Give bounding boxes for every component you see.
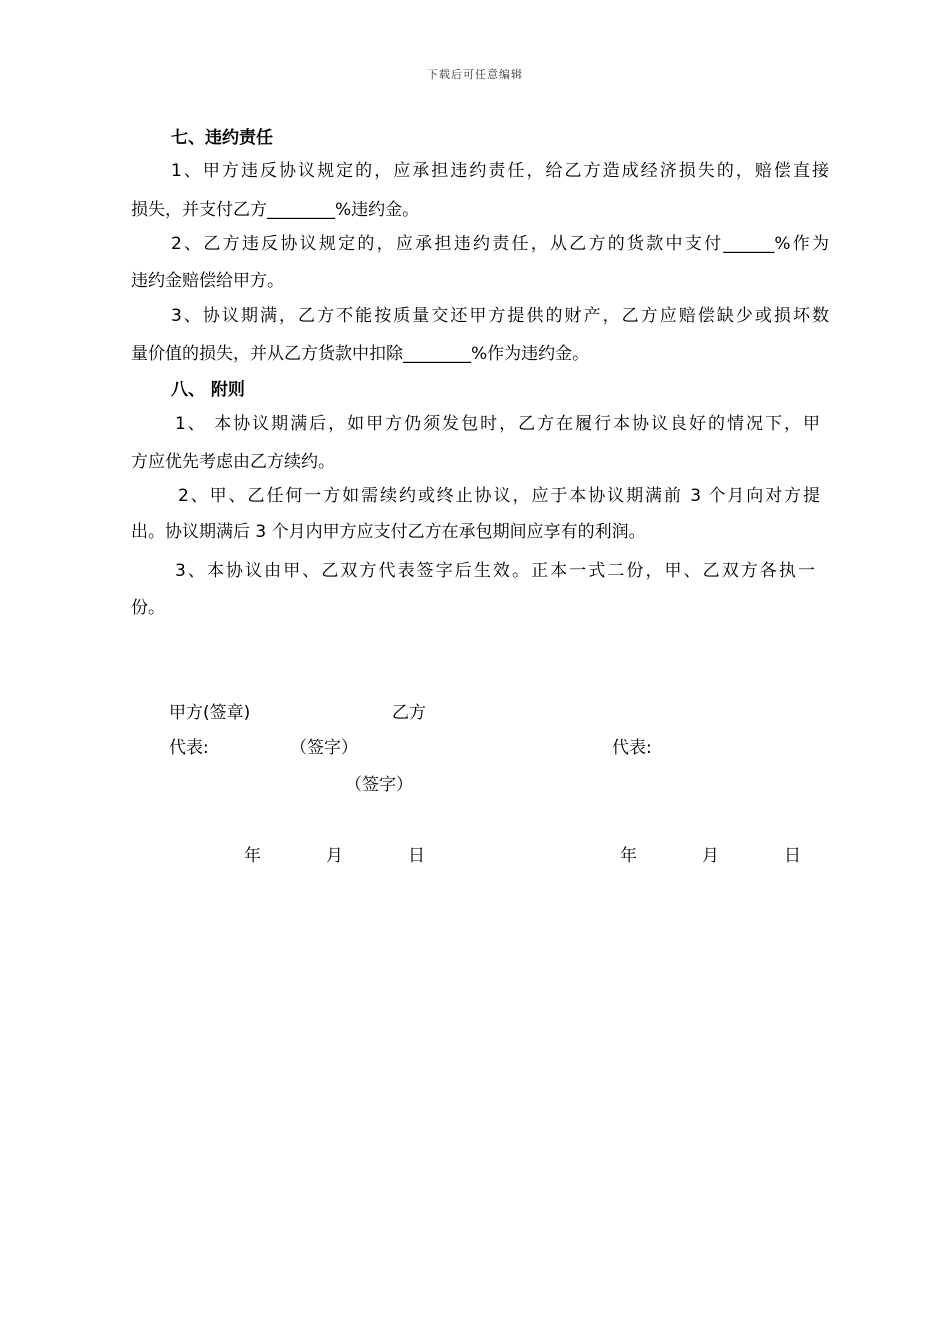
section-7-item-1-line-2: 损失，并支付乙方________%违约金。 [131,200,420,220]
party-a-date-day: 日 [408,846,425,866]
section-8-item-1-line-2: 方应优先考虑由乙方续约。 [131,452,335,472]
section-8-item-1-line-1: 1、 本协议期满后，如甲方仍须发包时，乙方在履行本协议良好的情况下，甲 [175,414,820,434]
party-b-label: 乙方 [392,703,426,723]
party-b-date-year: 年 [620,846,637,866]
section-7-item-3-line-1: 3、协议期满，乙方不能按质量交还甲方提供的财产，乙方应赔偿缺少或损坏数 [171,306,829,326]
section-7-item-2-line-2: 违约金赔偿给甲方。 [131,271,284,291]
party-b-signature-label: （签字） [345,775,413,795]
party-a-signature-label: （签字） [290,738,358,758]
section-8-item-2-line-2: 出。协议期满后 3 个月内甲方应支付乙方在承包期间应享有的利润。 [131,522,646,542]
section-7-item-1-line-1: 1、甲方违反协议规定的，应承担违约责任，给乙方造成经济损失的，赔偿直接 [171,161,829,181]
party-b-representative-label: 代表: [612,738,652,758]
section-8-item-3-line-1: 3、本协议由甲、乙双方代表签字后生效。正本一式二份，甲、乙双方各执一 [175,561,815,581]
section-7-title: 七、违约责任 [171,128,273,148]
party-a-representative-label: 代表: [169,738,209,758]
section-8-item-3-line-2: 份。 [131,598,165,618]
section-8-title: 八、 附则 [171,380,245,400]
section-7-item-3-line-2: 量价值的损失，并从乙方货款中扣除________%作为违约金。 [131,344,590,364]
party-a-date-year: 年 [244,846,261,866]
section-8-item-2-line-1: 2、甲、乙任何一方如需续约或终止协议，应于本协议期满前 3 个月向对方提 [178,486,820,506]
party-a-date-month: 月 [326,846,343,866]
section-7-item-2-line-1: 2、乙方违反协议规定的，应承担违约责任，从乙方的货款中支付______%作为 [171,234,829,254]
party-a-label: 甲方(签章) [169,703,251,723]
header-note: 下载后可任意编辑 [427,68,523,81]
party-b-date-day: 日 [784,846,801,866]
party-b-date-month: 月 [702,846,719,866]
